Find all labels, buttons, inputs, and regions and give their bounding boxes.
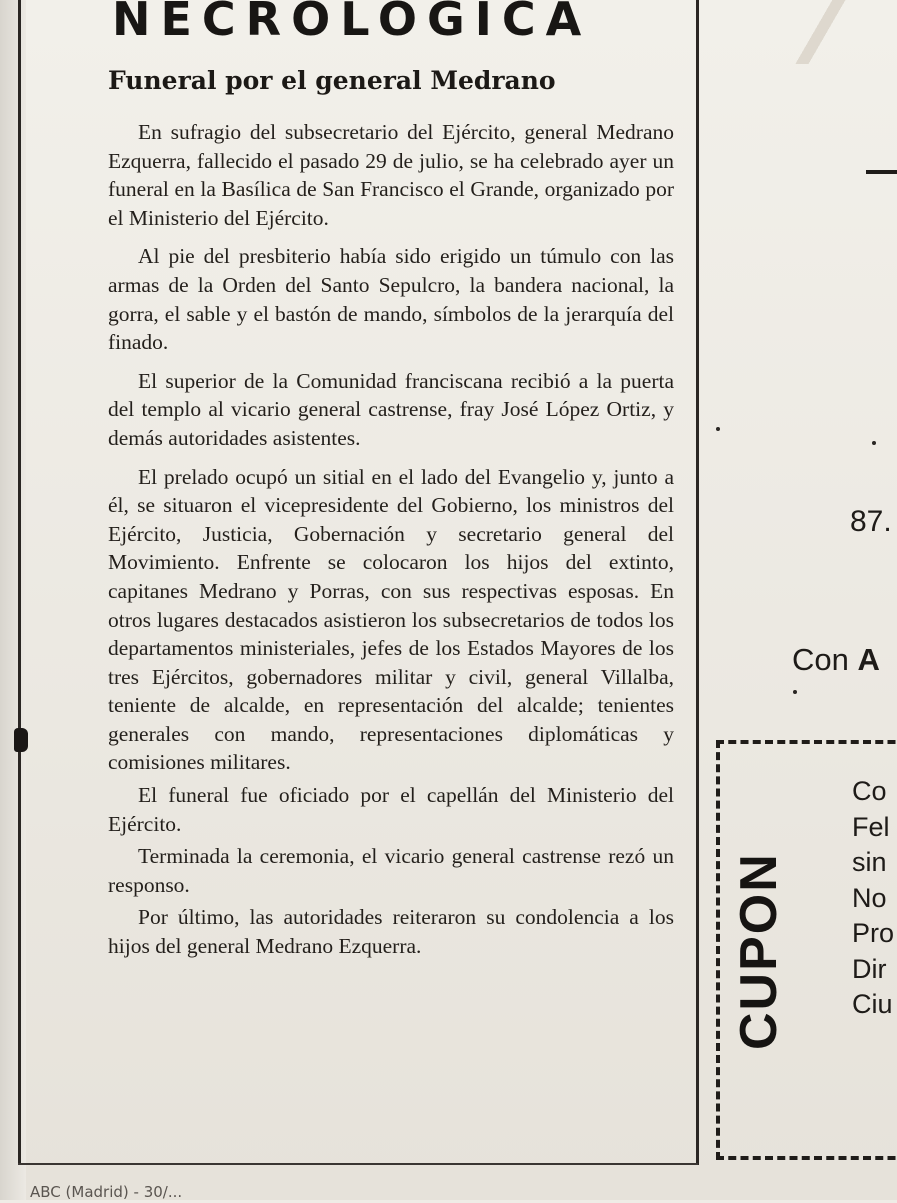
coupon-line: Ciu [852,989,893,1019]
page-edge-shadow [0,0,26,1200]
article-headline: Funeral por el general Medrano [108,66,556,95]
speck [716,427,720,431]
left-column-rule [18,0,21,1165]
coupon-line: sin [852,847,887,877]
bottom-rule [18,1163,698,1165]
paragraph: Terminada la ceremonia, el vicario general castrense rezó un responso. [108,844,674,897]
page-footer-fragment: ABC (Madrid) - 30/... [30,1183,183,1201]
article-body [108,118,674,965]
coupon-form-lines [852,774,897,1023]
paragraph: El funeral fue oficiado por el capellán del Ministerio del Ejército. [108,783,674,836]
column-divider-rule [696,0,699,1165]
coupon-label: CUPON [730,852,788,1050]
con-fragment [792,642,880,678]
coupon-line: No [852,882,887,913]
coupon-line: Fel [852,811,890,842]
paragraph: El superior de la Comunidad franciscana recibió a la puerta del templo al vicario general castrense, fray José López Ortiz, y demás autoridades asistentes. [108,368,674,450]
con-text: Con [792,642,849,677]
speck [872,441,876,445]
paragraph: Por último, las autoridades reiteraron su condolencia a los hijos del general Medrano Ezquerra. [108,905,674,959]
coupon-line: Dir [852,953,887,984]
speck [793,690,797,694]
number-fragment: 87. [850,505,892,538]
section-title: NECROLOGICA [112,0,592,46]
coupon-line: Co [852,776,887,806]
ink-blot [14,728,28,752]
paragraph: El prelado ocupó un sitial en el lado del Evangelio y, junto a él, se situaron el vicepresidente del Gobierno, los ministros del Ejército, Justicia, Gobernación y secretario general del Movimiento. Enfrente se colocaron los hijos del extinto, capitanes Medrano y Porras, con sus respectivas esposas. En otros lugares destacados asistieron los subsecretarios de todos los departamentos ministeriales, jefes de los Estados Mayores de los tres Ejércitos, gobernadores militar y civil, general Villalba, teniente de alcalde, en representación del alcalde; tenientes generales con mando, representaciones diplomáticas y comisiones militares. [108,464,674,775]
coupon-line: Pro [852,918,895,948]
paragraph: Al pie del presbiterio había sido erigido un túmulo con las armas de la Orden del Santo Sepulcro, la bandera nacional, la gorra, el sable y el bastón de mando, símbolos de la jerarquía del finado. [108,244,674,355]
con-cut-letter: A [857,642,880,677]
rule-fragment [866,170,897,174]
corner-graphic-fragment [770,0,897,64]
paragraph: En sufragio del subsecretario del Ejército, general Medrano Ezquerra, fallecido el pasado 29 de julio, se ha celebrado ayer un funeral en la Basílica de San Francisco el Grande, organizado por el Ministerio del Ejército. [108,120,674,230]
